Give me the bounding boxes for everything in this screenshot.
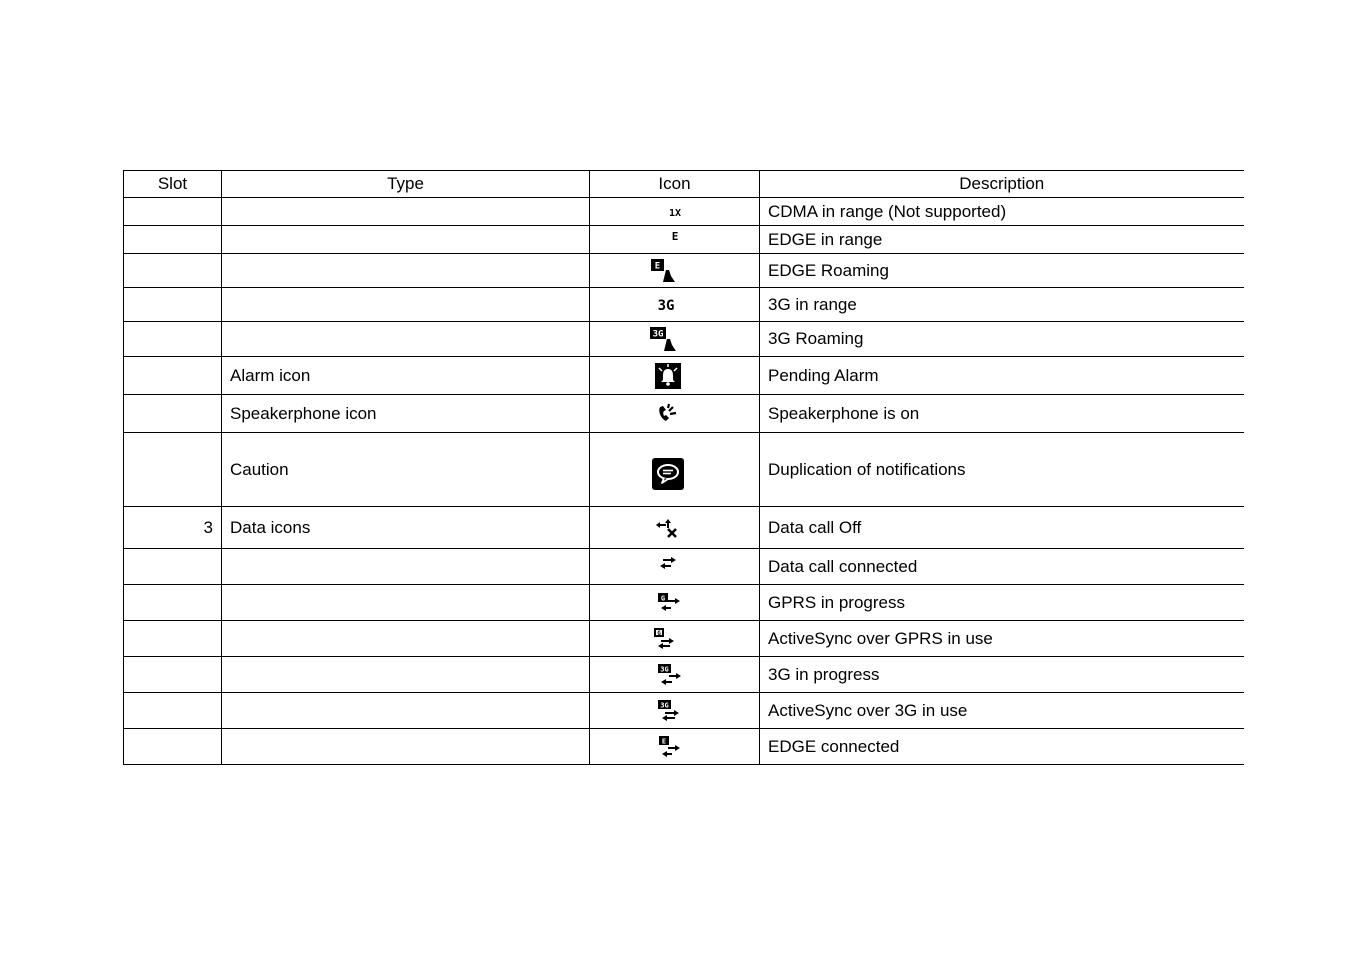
svg-text:E: E [661,737,666,745]
header-slot: Slot [124,171,222,198]
description-cell: EDGE connected [760,729,1244,765]
3g-progress-icon [657,663,683,687]
description-cell: GPRS in progress [760,585,1244,621]
svg-text:E: E [654,261,660,271]
slot-cell [124,226,222,254]
slot-cell [124,395,222,433]
activesync-gprs-icon [653,627,679,651]
notification-bubble-icon [652,458,684,490]
svg-text:1X: 1X [668,208,681,220]
table-row [124,693,1244,729]
header-icon: Icon [590,171,760,198]
type-cell [222,254,590,288]
icon-cell [590,198,760,226]
description-cell: EDGE in range [760,226,1244,254]
alarm-bell-icon [655,363,681,389]
slot-cell [124,585,222,621]
slot-cell: 3 [124,507,222,549]
icon-cell [590,322,760,357]
description-cell: Data call Off [760,507,1244,549]
speakerphone-icon [656,403,680,425]
svg-text:3G: 3G [652,329,663,340]
description-cell: 3G in progress [760,657,1244,693]
icon-cell [590,357,760,395]
edge-icon [667,229,683,243]
icon-cell [590,693,760,729]
type-cell [222,322,590,357]
icon-cell [590,395,760,433]
description-cell: CDMA in range (Not supported) [760,198,1244,226]
table-row [124,198,1244,226]
icon-cell [590,433,760,507]
description-cell: Pending Alarm [760,357,1244,395]
type-cell: Caution [222,433,590,507]
svg-text:3G: 3G [659,701,669,709]
icon-cell [590,254,760,288]
slot-cell [124,433,222,507]
header-description: Description [760,171,1244,198]
table-row [124,621,1244,657]
data-call-off-icon [655,517,681,539]
table-row [124,357,1244,395]
status-icons-table [123,170,1244,765]
table-row [124,657,1244,693]
slot-cell [124,357,222,395]
icon-cell [590,585,760,621]
type-cell: Alarm icon [222,357,590,395]
description-cell: ActiveSync over GPRS in use [760,621,1244,657]
svg-text:3G: 3G [657,298,674,315]
type-cell [222,198,590,226]
table-row [124,585,1244,621]
table-row [124,254,1244,288]
slot-cell [124,549,222,585]
edge-roaming-icon [650,258,678,284]
table-row [124,507,1244,549]
slot-cell [124,198,222,226]
type-cell [222,585,590,621]
type-cell [222,621,590,657]
table-row [124,395,1244,433]
svg-text:G: G [660,594,665,602]
activesync-3g-icon [657,699,683,723]
type-cell [222,226,590,254]
1x-icon [663,205,687,219]
type-cell [222,549,590,585]
slot-cell [124,657,222,693]
icon-cell [590,549,760,585]
description-cell: EDGE Roaming [760,254,1244,288]
table-row [124,322,1244,357]
icon-cell [590,288,760,322]
description-cell: 3G in range [760,288,1244,322]
header-row [124,171,1244,198]
3g-roaming-icon [649,326,679,352]
type-cell: Data icons [222,507,590,549]
icon-cell [590,657,760,693]
icon-cell [590,507,760,549]
type-cell [222,693,590,729]
slot-cell [124,322,222,357]
type-cell [222,288,590,322]
table-row [124,433,1244,507]
slot-cell [124,621,222,657]
edge-connected-icon [658,735,684,759]
icon-cell [590,729,760,765]
svg-text:E: E [671,230,678,244]
slot-cell [124,729,222,765]
slot-cell [124,693,222,729]
svg-text:3G: 3G [659,665,669,673]
description-cell: Data call connected [760,549,1244,585]
table-row [124,549,1244,585]
table-row [124,729,1244,765]
type-cell [222,729,590,765]
description-cell: Duplication of notifications [760,433,1244,507]
icon-cell [590,226,760,254]
table-row [124,288,1244,322]
data-call-connected-icon [658,556,678,570]
table-row [124,226,1244,254]
description-cell: Speakerphone is on [760,395,1244,433]
description-cell: 3G Roaming [760,322,1244,357]
type-cell: Speakerphone icon [222,395,590,433]
icon-cell [590,621,760,657]
slot-cell [124,288,222,322]
3g-icon [652,296,680,314]
type-cell [222,657,590,693]
slot-cell [124,254,222,288]
svg-text:G: G [656,629,661,637]
header-type: Type [222,171,590,198]
description-cell: ActiveSync over 3G in use [760,693,1244,729]
gprs-progress-icon [657,592,683,614]
